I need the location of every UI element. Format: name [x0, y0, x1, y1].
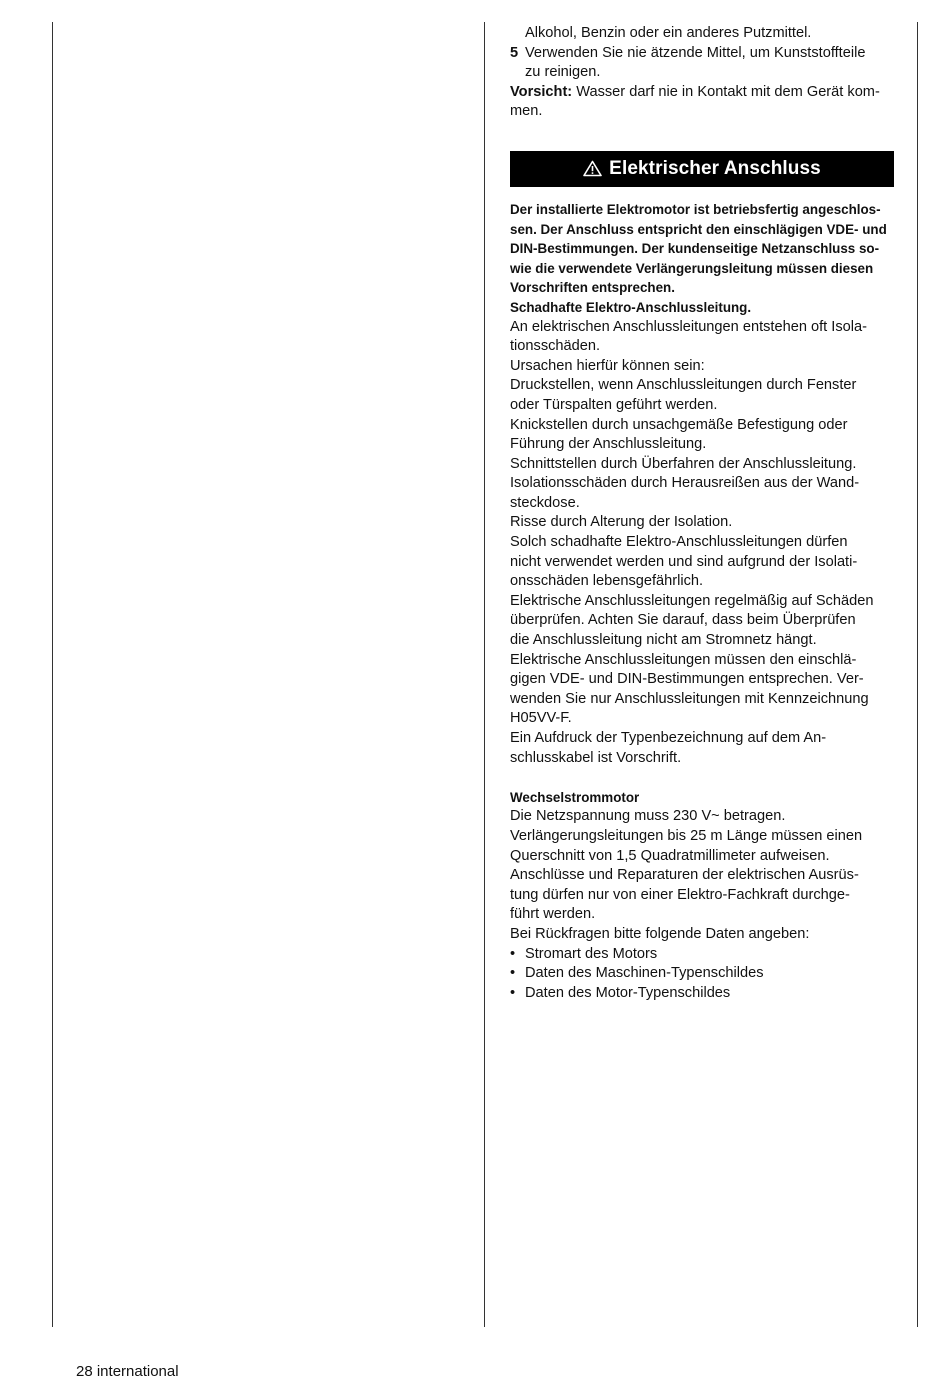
body-line: Druckstellen, wenn Anschlussleitungen durch Fenster — [510, 377, 857, 394]
list-item-line: Verwenden Sie nie ätzende Mittel, um Kunststoffteile — [525, 44, 866, 61]
body-line: Elektrische Anschlussleitungen regelmäßig auf Schäden — [510, 592, 874, 609]
intro-paragraph — [510, 200, 894, 318]
body-line: H05VV-F. — [510, 710, 572, 727]
motor-line: tung dürfen nur von einer Elektro-Fachkraft durchge- — [510, 886, 850, 903]
motor-line: Anschlüsse und Reparaturen der elektrischen Ausrüs- — [510, 867, 859, 884]
bullet-icon: • — [510, 984, 516, 1001]
bullet-text: Daten des Motor-Typenschildes — [525, 984, 731, 1001]
intro-line: sen. Der Anschluss entspricht den einschlägigen VDE- und — [510, 221, 887, 237]
page-footer: 28 international — [76, 1363, 179, 1380]
bullet-text: Daten des Maschinen-Typenschildes — [525, 965, 764, 982]
body-line: steckdose. — [510, 494, 580, 511]
body-line: Führung der Anschlussleitung. — [510, 436, 707, 453]
bullet-icon: • — [510, 945, 516, 962]
warning-triangle-icon — [583, 160, 602, 177]
caution-label: Vorsicht: — [510, 83, 573, 100]
section-heading — [510, 151, 894, 187]
subheading-damaged-cable: Schadhafte Elektro-Anschlussleitung. — [510, 299, 752, 315]
bullet-item — [510, 984, 894, 1004]
body-line: onsschäden lebensgefährlich. — [510, 573, 704, 590]
motor-line: Verlängerungsleitungen bis 25 m Länge müssen einen — [510, 827, 863, 844]
body-line: oder Türspalten geführt werden. — [510, 396, 718, 413]
caution-note — [510, 83, 894, 103]
body-line: gigen VDE- und DIN-Bestimmungen entsprechen. Ver- — [510, 671, 864, 688]
body-line: nicht verwendet werden und sind aufgrund der Isolati- — [510, 553, 858, 570]
continued-line: Alkohol, Benzin oder ein anderes Putzmittel. — [525, 25, 812, 41]
body-line: schlusskabel ist Vorschrift. — [510, 749, 682, 766]
column-rule-middle — [484, 22, 485, 1327]
motor-heading: Wechselstrommotor — [510, 789, 640, 805]
spacer — [510, 768, 894, 788]
caution-text: Wasser darf nie in Kontakt mit dem Gerät kom- — [572, 83, 880, 100]
body-text — [510, 318, 894, 769]
body-line: An elektrischen Anschlussleitungen entstehen oft Isola- — [510, 318, 867, 335]
intro-line: Vorschriften entsprechen. — [510, 280, 675, 296]
intro-line: wie die verwendete Verlängerungsleitung müssen diesen — [510, 260, 874, 276]
bullet-item — [510, 964, 894, 984]
motor-line: führt werden. — [510, 906, 596, 923]
motor-line: Querschnitt von 1,5 Quadratmillimeter aufweisen. — [510, 847, 830, 864]
body-line: Risse durch Alterung der Isolation. — [510, 514, 733, 531]
motor-line: Bei Rückfragen bitte folgende Daten angeben: — [510, 925, 810, 942]
body-line: überprüfen. Achten Sie darauf, dass beim Überprüfen — [510, 612, 856, 629]
body-line: tionsschäden. — [510, 338, 601, 355]
body-line: Knickstellen durch unsachgemäße Befestigung oder — [510, 416, 848, 433]
body-line: Isolationsschäden durch Herausreißen aus der Wand- — [510, 475, 860, 492]
right-column — [510, 24, 894, 1003]
intro-line: DIN-Bestimmungen. Der kundenseitige Netzanschluss so- — [510, 241, 880, 257]
bullet-icon: • — [510, 965, 516, 982]
motor-line: Die Netzspannung muss 230 V~ betragen. — [510, 808, 786, 825]
body-line: die Anschlussleitung nicht am Stromnetz hängt. — [510, 632, 817, 649]
body-line: wenden Sie nur Anschlussleitungen mit Kennzeichnung — [510, 690, 869, 707]
motor-section — [510, 788, 894, 1004]
caution-text-cont: men. — [510, 103, 543, 120]
body-line: Ursachen hierfür können sein: — [510, 357, 705, 374]
section-title: Elektrischer Anschluss — [609, 158, 821, 180]
body-line: Schnittstellen durch Überfahren der Anschlussleitung. — [510, 455, 857, 472]
body-line: Elektrische Anschlussleitungen müssen den einschlä- — [510, 651, 857, 668]
list-item-5 — [510, 44, 894, 83]
body-line: Solch schadhafte Elektro-Anschlussleitungen dürfen — [510, 534, 848, 551]
column-rule-left — [52, 22, 53, 1327]
body-line: Ein Aufdruck der Typenbezeichnung auf dem An- — [510, 730, 827, 746]
list-item-line: zu reinigen. — [525, 64, 601, 81]
list-number: 5 — [510, 44, 519, 61]
bullet-text: Stromart des Motors — [525, 945, 658, 962]
intro-line: Der installierte Elektromotor ist betriebsfertig angeschlos- — [510, 201, 881, 217]
column-rule-right — [917, 22, 918, 1327]
bullet-item — [510, 945, 894, 965]
